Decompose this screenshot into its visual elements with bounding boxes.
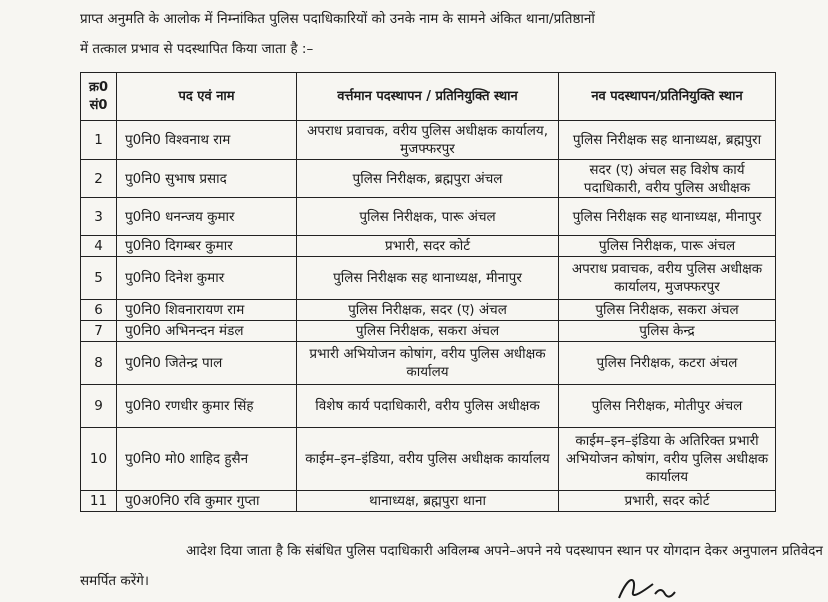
table-row: [81, 121, 776, 160]
row-name: पु0नि0 अभिनन्दन मंडल: [117, 321, 297, 342]
row-name: पु0नि0 सुभाष प्रसाद: [117, 160, 297, 198]
row-serial: 2: [81, 160, 117, 198]
row-name: पु0नि0 शिवनारायण राम: [117, 300, 297, 321]
table-row: [81, 321, 776, 342]
row-name: पु0नि0 दिगम्बर कुमार: [117, 236, 297, 257]
footer-text: आदेश दिया जाता है कि संबंधित पुलिस पदाधिकारी अविलम्ब अपने–अपने नये पदस्थापन स्थान पर योगदान देकर अनुपालन प्रतिवेदन समर्पित करेंगे।: [80, 543, 823, 589]
row-current-posting: प्रभारी अभियोजन कोषांग, वरीय पुलिस अधीक्षक कार्यालय: [297, 342, 559, 385]
row-name: पु0नि0 दिनेश कुमार: [117, 257, 297, 300]
row-serial: 10: [81, 428, 117, 491]
row-new-posting: पुलिस निरीक्षक, मोतीपुर अंचल: [559, 385, 776, 428]
row-name: पु0नि0 मो0 शाहिद हुसैन: [117, 428, 297, 491]
header-new-posting: नव पदस्थापन/प्रतिनियुक्ति स्थान: [559, 73, 776, 121]
table-row: [81, 342, 776, 385]
row-serial: 8: [81, 342, 117, 385]
row-name: पु0नि0 जितेन्द्र पाल: [117, 342, 297, 385]
row-name: पु0नि0 रणधीर कुमार सिंह: [117, 385, 297, 428]
intro-paragraph: [80, 4, 825, 64]
intro-line-1: प्राप्त अनुमति के आलोक में निम्नांकित पुलिस पदाधिकारियों को उनके नाम के सामने अंकित थाना/प्रतिष्ठानों: [80, 11, 595, 27]
row-current-posting: पुलिस निरीक्षक, पारू अंचल: [297, 198, 559, 236]
row-current-posting: थानाध्यक्ष, ब्रह्मपुरा थाना: [297, 491, 559, 512]
row-serial: 9: [81, 385, 117, 428]
table-row: [81, 428, 776, 491]
posting-table: [80, 72, 776, 512]
row-serial: 3: [81, 198, 117, 236]
row-new-posting: काईम–इन–इंडिया के अतिरिक्त प्रभारी अभियोजन कोषांग, वरीय पुलिस अधीक्षक कार्यालय: [559, 428, 776, 491]
row-name: पु0नि0 विश्वनाथ राम: [117, 121, 297, 160]
row-current-posting: अपराध प्रवाचक, वरीय पुलिस अधीक्षक कार्यालय, मुजफ्फरपुर: [297, 121, 559, 160]
row-new-posting: सदर (ए) अंचल सह विशेष कार्य पदाधिकारी, वरीय पुलिस अधीक्षक: [559, 160, 776, 198]
row-current-posting: पुलिस निरीक्षक, ब्रह्मपुरा अंचल: [297, 160, 559, 198]
row-current-posting: पुलिस निरीक्षक, सदर (ए) अंचल: [297, 300, 559, 321]
row-current-posting: विशेष कार्य पदाधिकारी, वरीय पुलिस अधीक्षक: [297, 385, 559, 428]
row-new-posting: प्रभारी, सदर कोर्ट: [559, 491, 776, 512]
row-serial: 11: [81, 491, 117, 512]
header-serial: क्र0 सं0: [81, 73, 117, 121]
row-new-posting: पुलिस निरीक्षक, सकरा अंचल: [559, 300, 776, 321]
row-serial: 1: [81, 121, 117, 160]
row-new-posting: पुलिस निरीक्षक, कटरा अंचल: [559, 342, 776, 385]
row-new-posting: पुलिस केन्द्र: [559, 321, 776, 342]
intro-line-2: में तत्काल प्रभाव से पदस्थापित किया जाता है :–: [80, 41, 314, 57]
table-row: [81, 198, 776, 236]
row-current-posting: पुलिस निरीक्षक, सकरा अंचल: [297, 321, 559, 342]
row-new-posting: अपराध प्रवाचक, वरीय पुलिस अधीक्षक कार्यालय, मुजफ्फरपुर: [559, 257, 776, 300]
row-serial: 4: [81, 236, 117, 257]
row-serial: 6: [81, 300, 117, 321]
table-header-row: [81, 73, 776, 121]
table-row: [81, 236, 776, 257]
row-current-posting: काईम–इन–इंडिया, वरीय पुलिस अधीक्षक कार्यालय: [297, 428, 559, 491]
row-new-posting: पुलिस निरीक्षक, पारू अंचल: [559, 236, 776, 257]
table-row: [81, 160, 776, 198]
row-name: पु0नि0 धनन्जय कुमार: [117, 198, 297, 236]
signature-mark: [615, 570, 715, 602]
row-name: पु0अ0नि0 रवि कुमार गुप्ता: [117, 491, 297, 512]
row-new-posting: पुलिस निरीक्षक सह थानाध्यक्ष, मीनापुर: [559, 198, 776, 236]
table-row: [81, 491, 776, 512]
header-current-posting: वर्त्तमान पदस्थापन / प्रतिनियुक्ति स्थान: [297, 73, 559, 121]
row-current-posting: प्रभारी, सदर कोर्ट: [297, 236, 559, 257]
header-name: पद एवं नाम: [117, 73, 297, 121]
row-new-posting: पुलिस निरीक्षक सह थानाध्यक्ष, ब्रह्मपुरा: [559, 121, 776, 160]
table-row: [81, 300, 776, 321]
table-row: [81, 385, 776, 428]
row-serial: 5: [81, 257, 117, 300]
row-current-posting: पुलिस निरीक्षक सह थानाध्यक्ष, मीनापुर: [297, 257, 559, 300]
table-row: [81, 257, 776, 300]
row-serial: 7: [81, 321, 117, 342]
